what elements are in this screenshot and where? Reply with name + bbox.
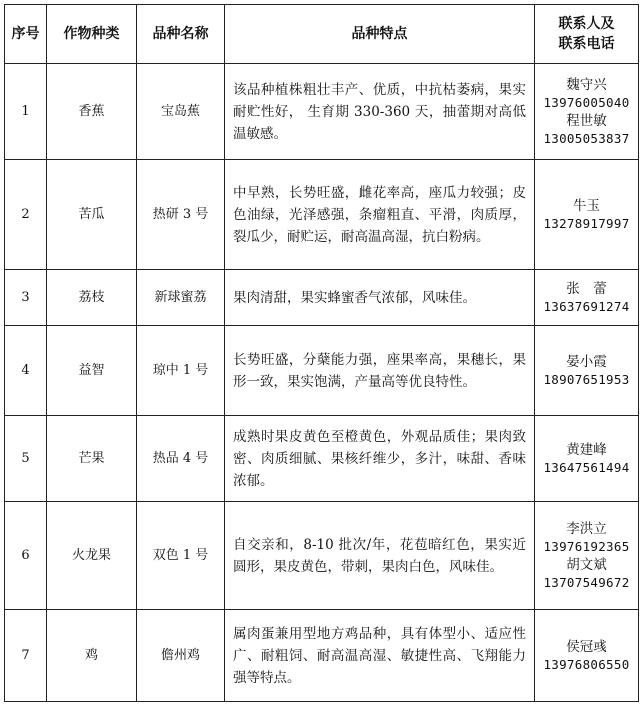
header-contact-line1: 联系人及 xyxy=(558,16,615,32)
contact-name: 黄建峰 xyxy=(566,441,607,458)
contact-phone: 13005053837 xyxy=(543,130,630,146)
table-row xyxy=(5,502,639,610)
contact-phone: 13637691274 xyxy=(543,298,630,314)
contact-phone: 13278917997 xyxy=(543,215,630,231)
row-features: 自交亲和，8-10 批次/年，花苞暗红色，果实近圆形，果皮黄色，带刺，果肉白色，风味佳。 xyxy=(225,502,535,610)
row-contact xyxy=(535,326,639,416)
row-variety: 儋州鸡 xyxy=(137,610,225,702)
row-variety: 琼中 1 号 xyxy=(137,326,225,416)
header-index: 序号 xyxy=(5,5,47,64)
header-row xyxy=(5,5,639,64)
header-crop: 作物种类 xyxy=(47,5,137,64)
row-index: 7 xyxy=(5,610,47,702)
table-row xyxy=(5,416,639,502)
row-variety: 热研 3 号 xyxy=(137,160,225,270)
table-row xyxy=(5,160,639,270)
header-variety: 品种名称 xyxy=(137,5,225,64)
table-row xyxy=(5,610,639,702)
contact-name: 胡文斌 xyxy=(566,556,607,573)
row-crop: 益智 xyxy=(47,326,137,416)
row-index: 3 xyxy=(5,270,47,326)
row-features: 成熟时果皮黄色至橙黄色，外观品质佳；果肉致密、肉质细腻、果核纤维少，多汁，味甜、香味浓郁。 xyxy=(225,416,535,502)
row-contact xyxy=(535,160,639,270)
row-features: 该品种植株粗壮丰产、优质，中抗枯萎病，果实耐贮性好， 生育期 330-360 天，抽蕾期对高低温敏感。 xyxy=(225,64,535,160)
contact-name: 程世敏 xyxy=(566,112,607,129)
row-contact xyxy=(535,64,639,160)
contact-name: 李洪立 xyxy=(566,520,607,537)
header-features: 品种特点 xyxy=(225,5,535,64)
row-index: 5 xyxy=(5,416,47,502)
row-variety: 双色 1 号 xyxy=(137,502,225,610)
contact-name: 牛玉 xyxy=(573,197,600,214)
row-variety: 新球蜜荔 xyxy=(137,270,225,326)
row-crop: 苦瓜 xyxy=(47,160,137,270)
row-features: 果肉清甜，果实蜂蜜香气浓郁，风味佳。 xyxy=(225,270,535,326)
contact-phone: 13976192365 xyxy=(543,538,630,554)
variety-table xyxy=(4,4,639,702)
contact-phone: 13707549672 xyxy=(543,574,630,590)
table-row xyxy=(5,64,639,160)
row-contact xyxy=(535,502,639,610)
row-index: 2 xyxy=(5,160,47,270)
contact-name: 侯冠彧 xyxy=(566,638,607,655)
header-contact xyxy=(535,5,639,64)
row-index: 6 xyxy=(5,502,47,610)
table-row xyxy=(5,326,639,416)
row-index: 1 xyxy=(5,64,47,160)
row-crop: 鸡 xyxy=(47,610,137,702)
contact-name: 魏守兴 xyxy=(566,76,607,93)
row-crop: 荔枝 xyxy=(47,270,137,326)
contact-phone: 18907651953 xyxy=(543,371,630,387)
row-features: 属肉蛋兼用型地方鸡品种，具有体型小、适应性广、耐粗饲、耐高温高湿、敏捷性高、飞翔能力强等特点。 xyxy=(225,610,535,702)
contact-phone: 13647561494 xyxy=(543,459,630,475)
row-crop: 香蕉 xyxy=(47,64,137,160)
row-crop: 火龙果 xyxy=(47,502,137,610)
row-variety: 热品 4 号 xyxy=(137,416,225,502)
contact-name: 晏小霞 xyxy=(566,353,607,370)
row-variety: 宝岛蕉 xyxy=(137,64,225,160)
row-crop: 芒果 xyxy=(47,416,137,502)
row-contact xyxy=(535,610,639,702)
header-contact-line2: 联系电话 xyxy=(558,36,615,52)
contact-phone: 13976806550 xyxy=(543,656,630,672)
row-index: 4 xyxy=(5,326,47,416)
row-features: 中早熟，长势旺盛，雌花率高，座瓜力较强；皮色油绿，光泽感强，条瘤粗直、平滑，肉质厚，裂瓜少，耐贮运，耐高温高湿，抗白粉病。 xyxy=(225,160,535,270)
contact-phone: 13976005040 xyxy=(543,94,630,110)
contact-name: 张 蕾 xyxy=(566,280,607,297)
row-features: 长势旺盛，分蘖能力强，座果率高，果穗长，果形一致，果实饱满，产量高等优良特性。 xyxy=(225,326,535,416)
row-contact xyxy=(535,416,639,502)
row-contact xyxy=(535,270,639,326)
table-row xyxy=(5,270,639,326)
